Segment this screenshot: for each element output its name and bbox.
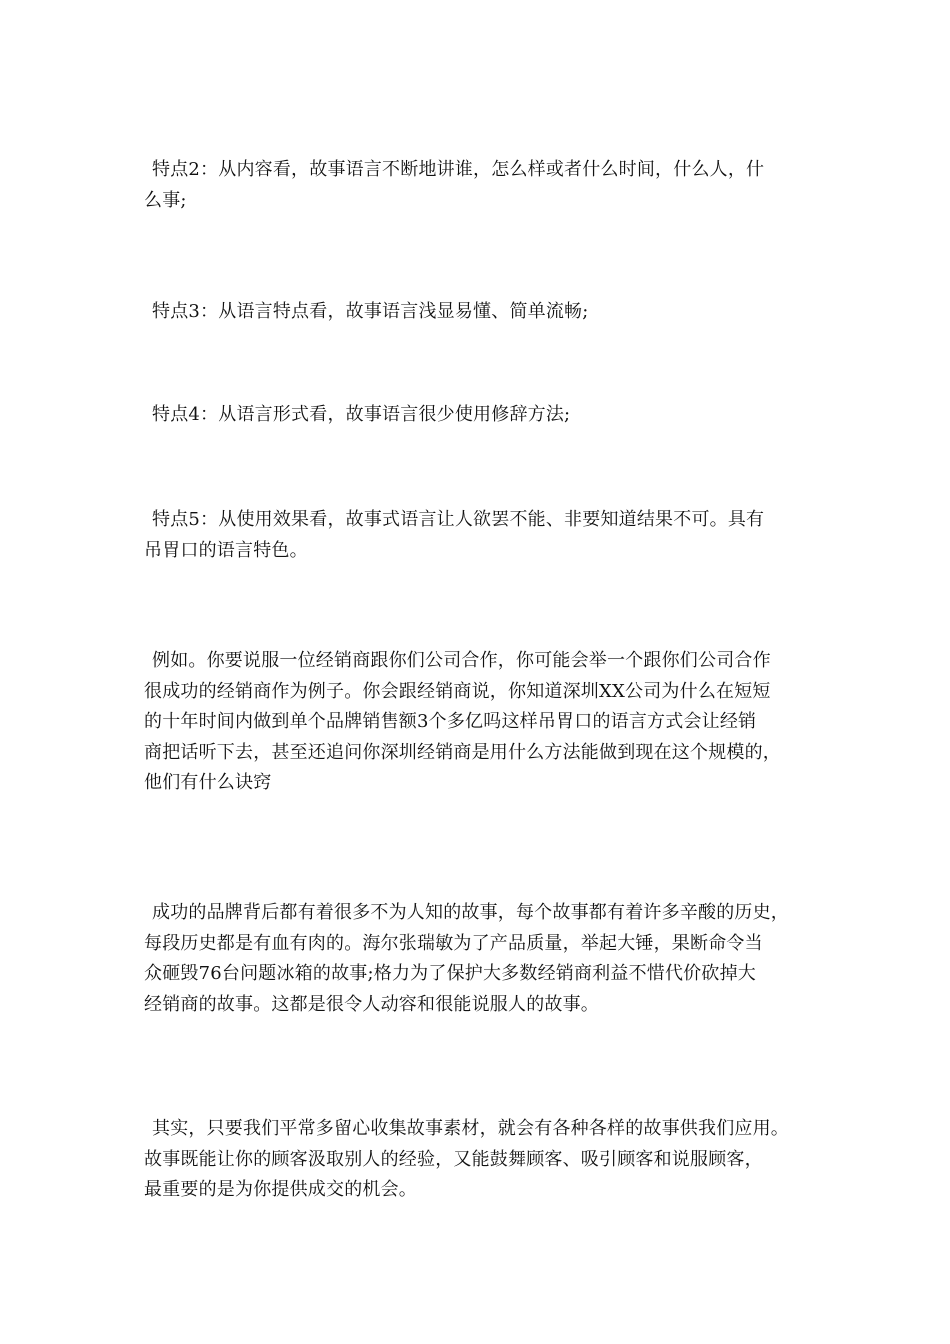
paragraph-line: 经销商的故事。这都是很令人动容和很能说服人的故事。: [144, 993, 599, 1015]
paragraph-line: 吊胃口的语言特色。: [144, 539, 308, 561]
paragraph-line: 特点5：从使用效果看，故事式语言让人欲罢不能、非要知道结果不可。具有: [152, 509, 765, 530]
paragraph-line: 成功的品牌背后都有着很多不为人知的故事，每个故事都有着许多辛酸的历史，: [152, 902, 789, 923]
paragraph-feature-5: [144, 505, 824, 566]
paragraph-line: 的十年时间内做到单个品牌销售额3个多亿吗这样吊胃口的语言方式会让经销: [144, 711, 757, 732]
paragraph-line: 例如。你要说服一位经销商跟你们公司合作，你可能会举一个跟你们公司合作: [152, 650, 771, 671]
paragraph-line: 每段历史都是有血有肉的。海尔张瑞敏为了产品质量，举起大锤，果断命令当: [144, 932, 763, 954]
paragraph-conclusion: [144, 1114, 824, 1206]
paragraph-example: [144, 646, 824, 799]
paragraph-feature-2: [144, 155, 824, 216]
paragraph-line: 么事;: [144, 189, 187, 211]
paragraph-line: 故事既能让你的顾客汲取别人的经验，又能鼓舞顾客、吸引顾客和说服顾客，: [144, 1148, 763, 1170]
paragraph-line: 最重要的是为你提供成交的机会。: [144, 1179, 417, 1200]
paragraph-line: 特点4：从语言形式看，故事语言很少使用修辞方法;: [152, 404, 571, 425]
paragraph-feature-3: [144, 297, 824, 328]
paragraph-line: 特点2：从内容看，故事语言不断地讲谁，怎么样或者什么时间，什么人，什: [152, 159, 765, 180]
paragraph-line: 商把话听下去，甚至还追问你深圳经销商是用什么方法能做到现在这个规模的，: [144, 741, 781, 763]
paragraph-line: 众砸毁76台问题冰箱的故事;格力为了保护大多数经销商利益不惜代价砍掉大: [144, 963, 756, 984]
paragraph-line: 其实，只要我们平常多留心收集故事素材，就会有各种各样的故事供我们应用。: [152, 1118, 789, 1139]
paragraph-feature-4: [144, 400, 824, 431]
paragraph-brand-stories: [144, 898, 824, 1020]
paragraph-line: 很成功的经销商作为例子。你会跟经销商说，你知道深圳XX公司为什么在短短: [144, 680, 771, 702]
paragraph-line: 特点3：从语言特点看，故事语言浅显易懂、简单流畅;: [152, 301, 589, 322]
paragraph-line: 他们有什么诀窍: [144, 772, 272, 793]
